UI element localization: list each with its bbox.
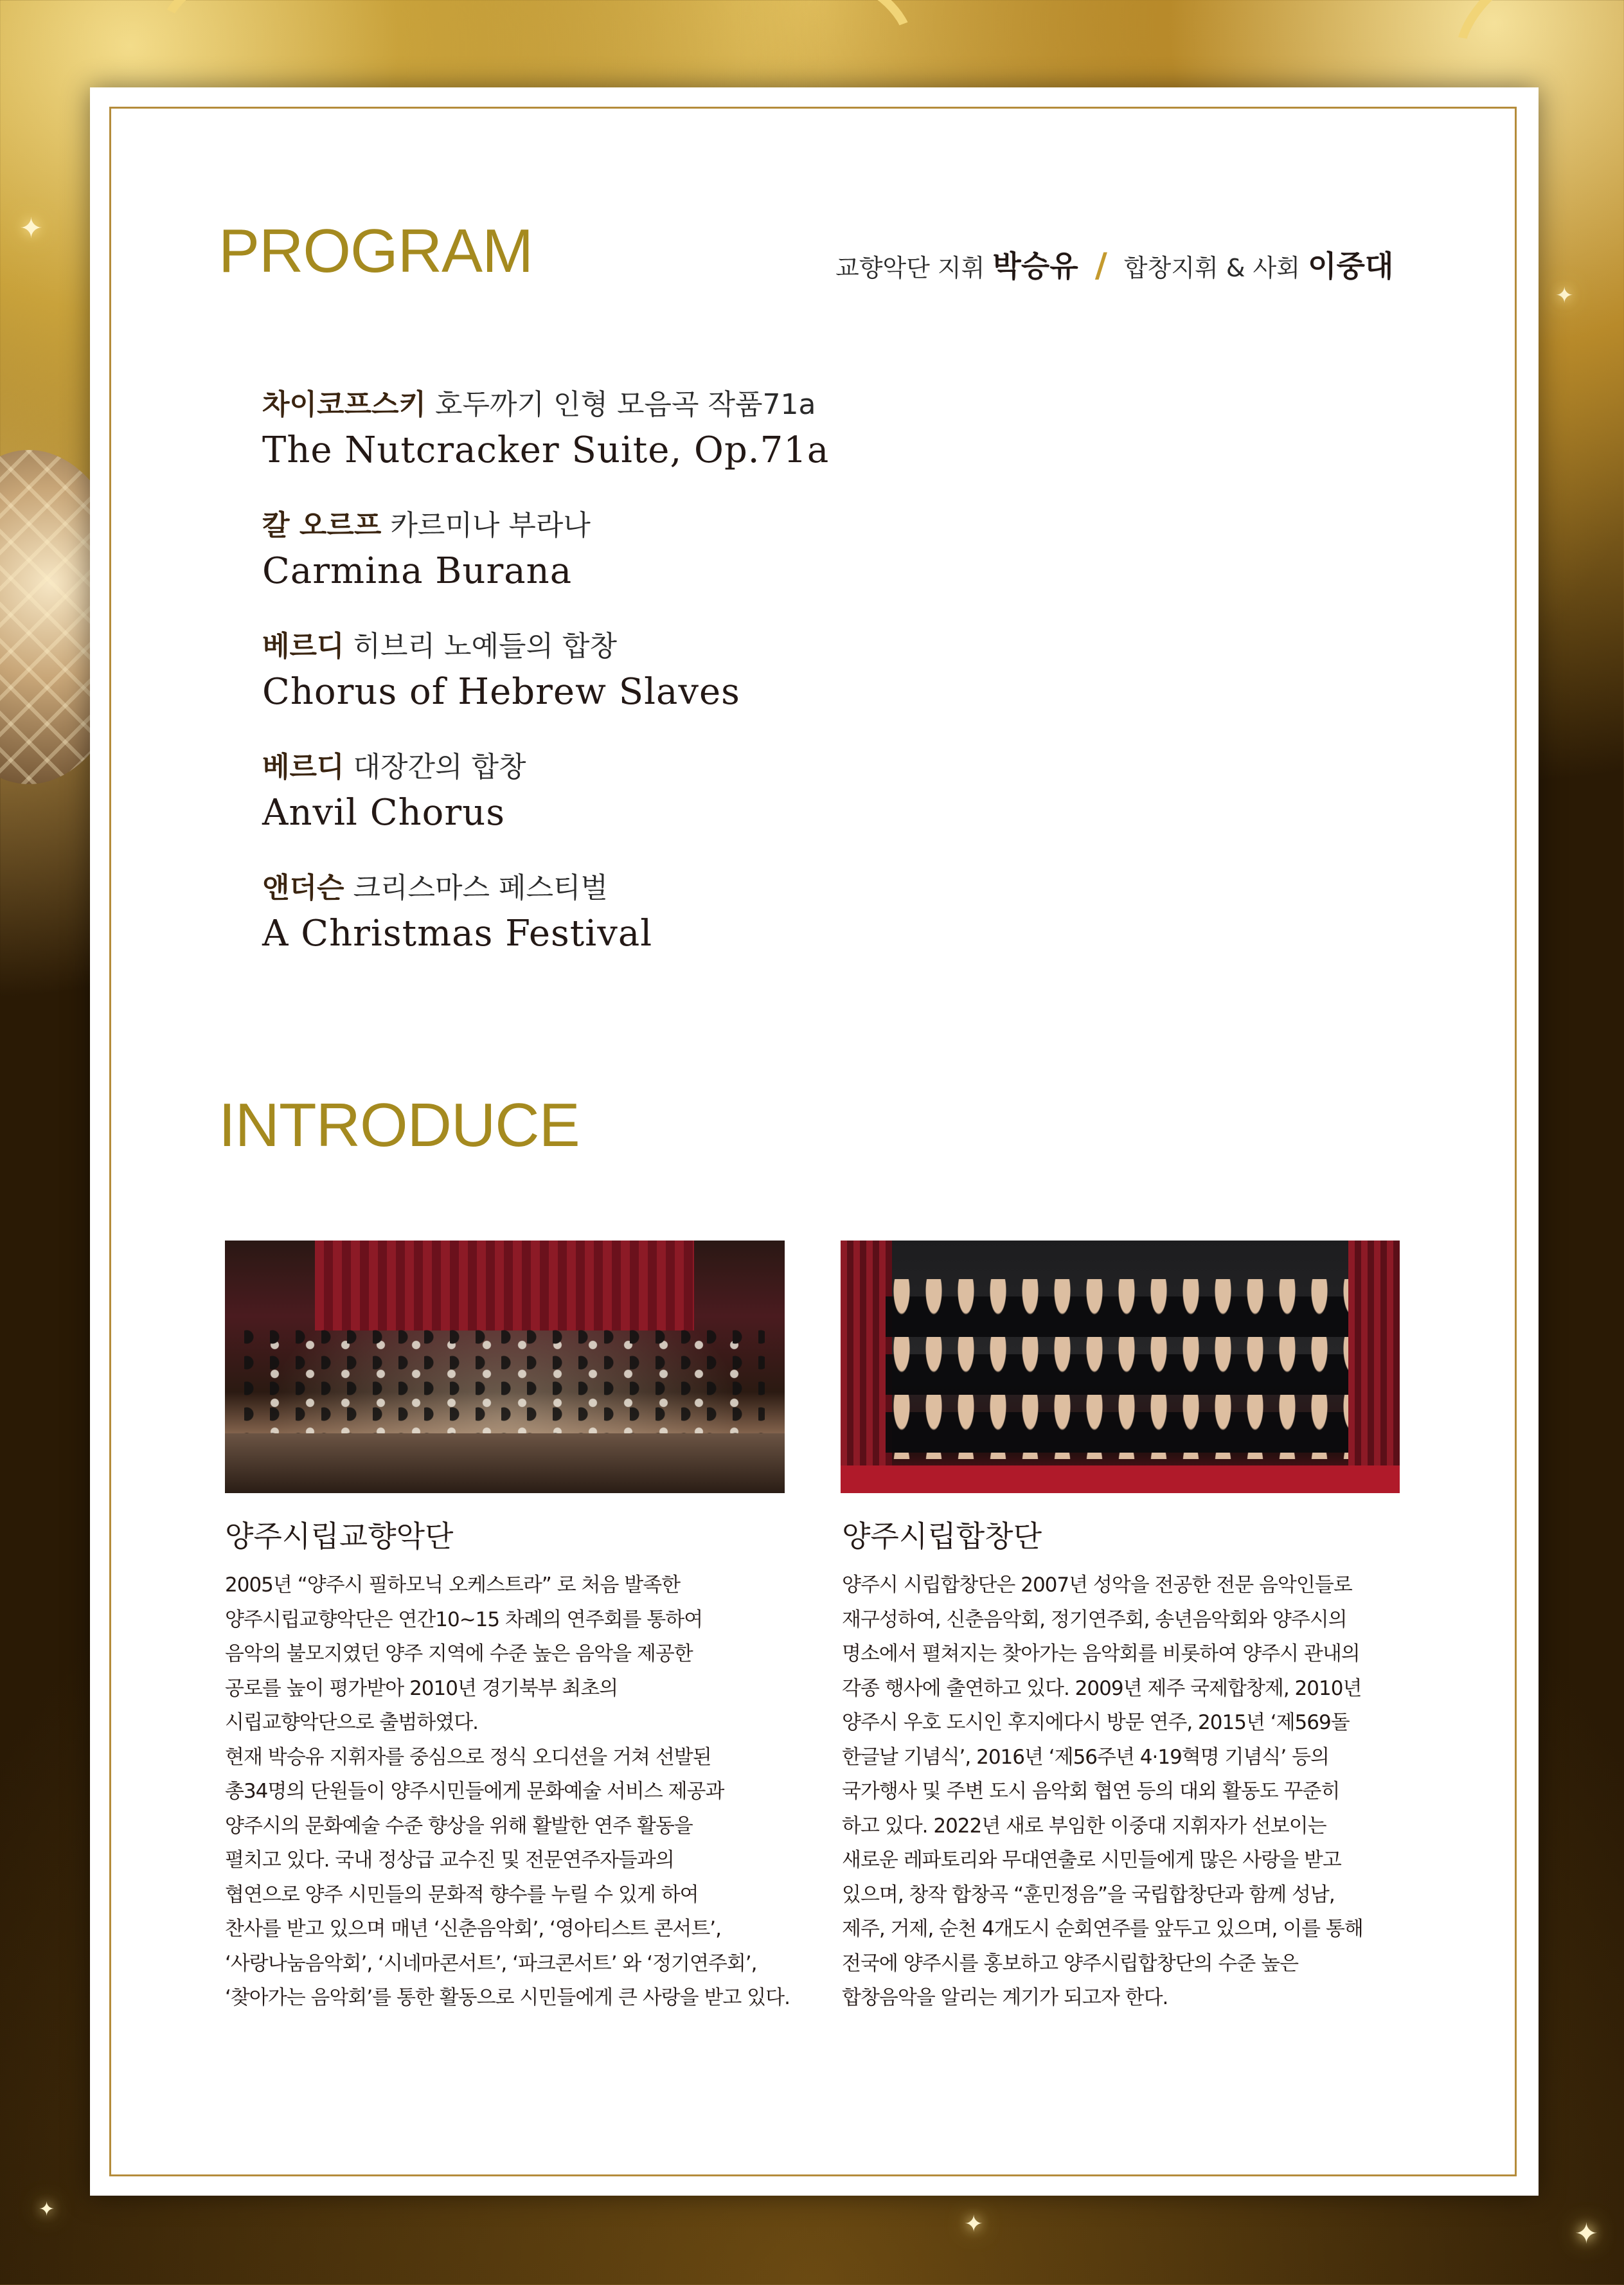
choir-photo	[841, 1241, 1400, 1493]
program-composer: 베르디	[262, 751, 344, 784]
program-title-ko: 카르미나 부라나	[390, 509, 591, 542]
orchestra-photo	[225, 1241, 785, 1493]
stage-floor	[225, 1433, 785, 1493]
choir-description: 양주시 시립합창단은 2007년 성악을 전공한 전문 음악인들로 재구성하여, 신춘음악회, 정기연주회, 송년음악회와 양주시의 명소에서 펼쳐지는 찾아가는 음악회를 비롯하여 양주시 관내의 각종 행사에 출연하고 있다. 2009년 제주 국제합창제, 2010년 양주시 우호 도시인 후지에다시 방문 연주, 2015년 ‘제569돌 한글날 기념식’, 2016년 ‘제56주년 4·19혁명 기념식’ 등의 국가행사 및 주변 도시 음악회 협연 등의 대외 활동도 꾸준히 하고 있다. 2022년 새로 부임한 이중대 지휘자가 선보이는 새로운 레파토리와 무대연출로 시민들에게 많은 사랑을 받고 있으며, 창작 합창곡 “훈민정음”을 국립합창단과 함께 성남, 제주, 거제, 순천 4개도시 순회연주를 앞두고 있으며, 이를 통해 전국에 양주시를 홍보하고 양주시립합창단의 수준 높은 합창음악을 알리는 계기가 되고자 한다.	[842, 1573, 1363, 2009]
program-heading: PROGRAM	[219, 217, 533, 285]
orchestra-intro	[225, 1510, 803, 2016]
program-item	[262, 868, 1226, 989]
credit-role-orchestra: 교향악단 지휘	[835, 254, 985, 282]
program-composer: 앤더슨	[262, 872, 344, 904]
choir-intro	[842, 1510, 1420, 2016]
program-title-en: Anvil Chorus	[262, 792, 505, 834]
sparkle-icon: ✦	[39, 2198, 55, 2221]
program-item	[262, 505, 1226, 626]
program-title-ko: 대장간의 합창	[353, 751, 526, 784]
program-title-ko: 히브리 노예들의 합창	[353, 630, 618, 663]
stage-floor	[841, 1465, 1400, 1493]
program-composer: 차이코프스키	[262, 388, 427, 421]
program-list	[262, 384, 1226, 989]
choir-name: 양주시립합창단	[842, 1519, 1042, 1554]
program-composer: 칼 오르프	[262, 509, 382, 542]
credit-name-orchestra: 박승유	[992, 249, 1078, 283]
program-title-en: A Christmas Festival	[262, 913, 653, 954]
orchestra-description: 2005년 “양주시 필하모닉 오케스트라” 로 처음 발족한 양주시립교향악단은 연간10~15 차례의 연주회를 통하여 음악의 불모지였던 양주 지역에 수준 높은 음악을 제공한 공로를 높이 평가받아 2010년 경기북부 최초의 시립교향악단으로 출범하였다. 현재 박승유 지휘자를 중심으로 정식 오디션을 거쳐 선발된 총34명의 단원들이 양주시민들에게 문화예술 서비스 제공과 양주시의 문화예술 수준 향상을 위해 활발한 연주 활동을 펼치고 있다. 국내 정상급 교수진 및 전문연주자들과의 협연으로 양주 시민들의 문화적 향수를 누릴 수 있게 하여 찬사를 받고 있으며 매년 ‘신춘음악회’, ‘영아티스트 콘서트’, ‘사랑나눔음악회’, ‘시네마콘서트’, ‘파크콘서트’ 와 ‘정기연주회’, ‘찾아가는 음악회’를 통한 활동으로 시민들에게 큰 사랑을 받고 있다.	[225, 1573, 790, 2009]
orchestra-name: 양주시립교향악단	[225, 1519, 454, 1554]
credit-divider: /	[1094, 246, 1107, 285]
sparkle-icon: ✦	[1555, 283, 1574, 309]
sparkle-icon: ✦	[1575, 2218, 1598, 2250]
program-item	[262, 384, 1226, 505]
program-title-en: Chorus of Hebrew Slaves	[262, 671, 740, 713]
stage-curtain	[841, 1241, 892, 1493]
sparkle-icon: ✦	[19, 212, 43, 245]
stage-curtain	[1348, 1241, 1400, 1493]
credit-name-choir: 이중대	[1308, 249, 1394, 283]
stage-curtain	[315, 1241, 694, 1331]
sparkle-icon: ✦	[964, 2211, 984, 2237]
program-item	[262, 747, 1226, 868]
program-item	[262, 626, 1226, 747]
program-title-en: Carmina Burana	[262, 550, 573, 592]
conductor-credits	[835, 243, 1394, 285]
choir-singers	[886, 1279, 1348, 1459]
program-title-en: The Nutcracker Suite, Op.71a	[262, 429, 830, 471]
program-title-ko: 호두까기 인형 모음곡 작품71a	[435, 388, 816, 421]
program-composer: 베르디	[262, 630, 344, 663]
program-title-ko: 크리스마스 페스티벌	[353, 872, 609, 904]
introduce-heading: INTRODUCE	[219, 1091, 580, 1160]
credit-role-choir: 합창지휘 & 사회	[1123, 254, 1300, 282]
